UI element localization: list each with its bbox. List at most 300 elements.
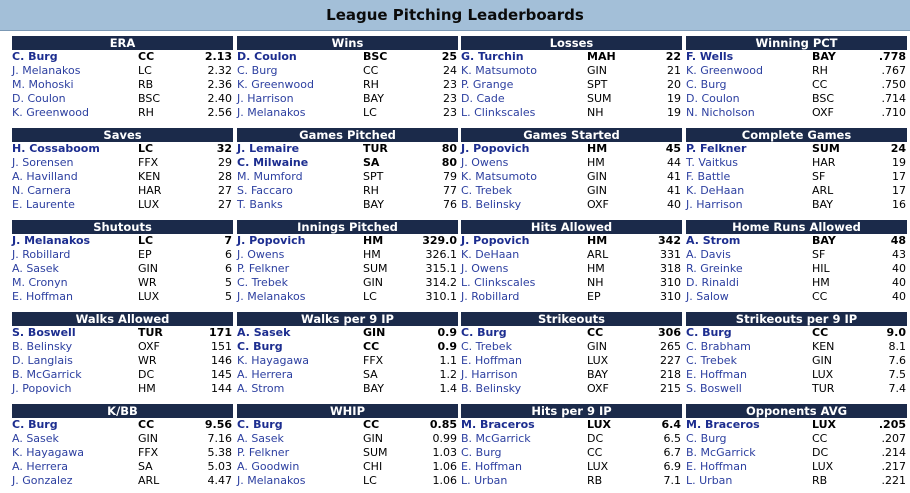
leaderboard-row	[237, 142, 458, 156]
player-name-link[interactable]: D. Coulon	[12, 92, 66, 105]
team-abbrev: CC	[587, 446, 603, 459]
leaderboard-games-started	[461, 128, 682, 212]
team-abbrev: CC	[812, 290, 828, 303]
leaderboard-row	[686, 78, 907, 92]
leaderboard-row	[237, 326, 458, 340]
stat-value: 6.4	[661, 418, 681, 431]
player-name-link[interactable]: B. Belinsky	[12, 340, 73, 353]
team-abbrev: RB	[812, 474, 828, 487]
leaderboard-row	[461, 64, 682, 78]
leaderboard-row	[461, 142, 682, 156]
leaderboard-row	[12, 78, 233, 92]
player-name-link[interactable]: C. Burg	[461, 326, 507, 339]
stat-value: 326.1	[425, 248, 457, 261]
team-abbrev: TUR	[138, 326, 163, 339]
stat-value: 23	[443, 106, 457, 119]
team-abbrev: OXF	[587, 382, 609, 395]
stat-value: 218	[660, 368, 681, 381]
player-name-link[interactable]: E. Laurente	[12, 198, 75, 211]
player-name-link[interactable]: A. Herrera	[12, 460, 69, 473]
team-abbrev: LUX	[587, 418, 612, 431]
player-name-link[interactable]: J. Melanakos	[12, 64, 81, 77]
leaderboard-title: Strikeouts	[461, 312, 682, 326]
stat-value: 45	[665, 142, 681, 155]
player-name-link[interactable]: L. Urban	[461, 474, 508, 487]
leaderboard-row	[12, 326, 233, 340]
team-abbrev: BAY	[812, 50, 836, 63]
stat-value: 7	[224, 234, 232, 247]
leaderboard-innings-pitched	[237, 220, 458, 304]
player-name-link[interactable]: P. Felkner	[686, 142, 747, 155]
player-name-link[interactable]: E. Hoffman	[461, 460, 522, 473]
leaderboard-shutouts	[12, 220, 233, 304]
leaderboard-title: Home Runs Allowed	[686, 220, 907, 234]
stat-value: 27	[218, 184, 232, 197]
player-name-link[interactable]: A. Havilland	[12, 170, 78, 183]
leaderboard-hits-allowed	[461, 220, 682, 304]
player-name-link[interactable]: L. Urban	[686, 474, 733, 487]
leaderboard-opponents-avg	[686, 404, 907, 488]
stat-value: 0.85	[429, 418, 457, 431]
leaderboard-row	[461, 474, 682, 488]
player-name-link[interactable]: P. Grange	[461, 78, 514, 91]
player-name-link[interactable]: A. Sasek	[12, 262, 59, 275]
leaderboard-row	[12, 156, 233, 170]
team-abbrev: OXF	[587, 198, 609, 211]
player-name-link[interactable]: H. Cossaboom	[12, 142, 100, 155]
leaderboard-title: Shutouts	[12, 220, 233, 234]
leaderboard-row	[686, 92, 907, 106]
stat-value: 32	[216, 142, 232, 155]
stat-value: 19	[667, 106, 681, 119]
player-name-link[interactable]: C. Burg	[461, 446, 502, 459]
leaderboard-title: Complete Games	[686, 128, 907, 142]
player-name-link[interactable]: A. Sasek	[237, 432, 284, 445]
stat-value: 310	[660, 276, 681, 289]
player-name-link[interactable]: C. Milwaine	[237, 156, 309, 169]
team-abbrev: WR	[138, 354, 157, 367]
leaderboard-games-pitched	[237, 128, 458, 212]
stat-value: 318	[660, 262, 681, 275]
leaderboard-row	[237, 354, 458, 368]
team-abbrev: ARL	[812, 184, 834, 197]
player-name-link[interactable]: A. Herrera	[237, 368, 294, 381]
player-name-link[interactable]: C. Burg	[686, 78, 727, 91]
player-name-link[interactable]: D. Coulon	[237, 50, 297, 63]
stat-value: 1.4	[439, 382, 457, 395]
player-name-link[interactable]: A. Goodwin	[237, 460, 300, 473]
team-abbrev: FFX	[138, 156, 159, 169]
stat-value: 0.99	[432, 432, 457, 445]
team-abbrev: GIN	[363, 326, 386, 339]
player-name-link[interactable]: E. Hoffman	[461, 354, 522, 367]
leaderboard-row	[12, 234, 233, 248]
team-abbrev: GIN	[138, 262, 158, 275]
player-name-link[interactable]: N. Nicholson	[686, 106, 755, 119]
stat-value: 2.56	[207, 106, 232, 119]
stat-value: 40	[892, 290, 906, 303]
leaderboard-row	[686, 64, 907, 78]
stat-value: 146	[211, 354, 232, 367]
player-name-link[interactable]: J. Popovich	[461, 142, 530, 155]
leaderboard-row	[461, 354, 682, 368]
leaderboard-row	[461, 446, 682, 460]
leaderboard-row	[461, 156, 682, 170]
leaderboard-complete-games	[686, 128, 907, 212]
leaderboard-row	[237, 262, 458, 276]
stat-value: 329.0	[422, 234, 457, 247]
leaderboard-row	[12, 106, 233, 120]
team-abbrev: LUX	[812, 418, 837, 431]
leaderboard-row	[12, 50, 233, 64]
team-abbrev: DC	[812, 446, 829, 459]
player-name-link[interactable]: B. McGarrick	[461, 432, 531, 445]
team-abbrev: CC	[363, 340, 380, 353]
player-name-link[interactable]: J. Salow	[686, 290, 729, 303]
player-name-link[interactable]: C. Burg	[12, 50, 58, 63]
leaderboard-row	[461, 276, 682, 290]
player-name-link[interactable]: E. Hoffman	[686, 460, 747, 473]
leaderboard-row	[12, 92, 233, 106]
leaderboard-whip	[237, 404, 458, 488]
player-name-link[interactable]: L. Clinkscales	[461, 276, 536, 289]
player-name-link[interactable]: C. Burg	[237, 64, 278, 77]
stat-value: 5.03	[207, 460, 232, 473]
player-name-link[interactable]: J. Owens	[461, 262, 509, 275]
player-name-link[interactable]: C. Burg	[12, 418, 58, 431]
player-name-link[interactable]: B. Belinsky	[461, 382, 522, 395]
player-name-link[interactable]: M. Mumford	[237, 170, 303, 183]
player-name-link[interactable]: J. Melanakos	[12, 234, 91, 247]
player-name-link[interactable]: F. Wells	[686, 50, 734, 63]
player-name-link[interactable]: K. DeHaan	[686, 184, 745, 197]
player-name-link[interactable]: A. Strom	[686, 234, 741, 247]
player-name-link[interactable]: J. Harrison	[461, 368, 518, 381]
leaderboard-row	[686, 382, 907, 396]
leaderboard-title: Opponents AVG	[686, 404, 907, 418]
player-name-link[interactable]: J. Owens	[461, 156, 509, 169]
player-name-link[interactable]: J. Robillard	[461, 290, 520, 303]
player-name-link[interactable]: C. Brabham	[686, 340, 751, 353]
team-abbrev: GIN	[587, 64, 607, 77]
team-abbrev: LC	[138, 234, 154, 247]
team-abbrev: RB	[587, 474, 603, 487]
leaderboard-row	[12, 276, 233, 290]
stat-value: 22	[665, 50, 681, 63]
stat-value: 20	[667, 78, 681, 91]
leaderboard-row	[237, 184, 458, 198]
leaderboard-row	[12, 446, 233, 460]
player-name-link[interactable]: T. Banks	[237, 198, 283, 211]
stat-value: 80	[441, 156, 457, 169]
player-name-link[interactable]: M. Braceros	[686, 418, 760, 431]
player-name-link[interactable]: J. Melanakos	[237, 106, 306, 119]
player-name-link[interactable]: M. Cronyn	[12, 276, 68, 289]
player-name-link[interactable]: C. Trebek	[461, 340, 512, 353]
leaderboard-row	[237, 248, 458, 262]
leaderboard-title: Games Started	[461, 128, 682, 142]
player-name-link[interactable]: R. Greinke	[686, 262, 743, 275]
player-name-link[interactable]: B. McGarrick	[686, 446, 756, 459]
team-abbrev: SUM	[587, 92, 612, 105]
leaderboard-row	[237, 340, 458, 354]
player-name-link[interactable]: J. Lemaire	[237, 142, 300, 155]
leaderboard-row	[237, 50, 458, 64]
leaderboard-title: WHIP	[237, 404, 458, 418]
stat-value: .217	[881, 460, 906, 473]
leaderboard-title: Hits Allowed	[461, 220, 682, 234]
player-name-link[interactable]: J. Harrison	[237, 92, 294, 105]
stat-value: .710	[881, 106, 906, 119]
leaderboard-row	[686, 170, 907, 184]
stat-value: 314.2	[425, 276, 457, 289]
leaderboard-row	[12, 340, 233, 354]
stat-value: 1.06	[432, 474, 457, 487]
leaderboard-row	[686, 474, 907, 488]
player-name-link[interactable]: K. Matsumoto	[461, 170, 537, 183]
stat-value: 1.06	[432, 460, 457, 473]
stat-value: 0.9	[437, 326, 457, 339]
team-abbrev: ARL	[587, 248, 609, 261]
team-abbrev: CC	[812, 326, 829, 339]
stat-value: 77	[443, 184, 457, 197]
stat-value: 19	[892, 156, 906, 169]
player-name-link[interactable]: K. Matsumoto	[461, 64, 537, 77]
stat-value: 43	[892, 248, 906, 261]
player-name-link[interactable]: C. Burg	[237, 418, 283, 431]
player-name-link[interactable]: J. Robillard	[12, 248, 71, 261]
team-abbrev: SF	[812, 170, 826, 183]
team-abbrev: BSC	[363, 50, 388, 63]
team-abbrev: RB	[138, 78, 154, 91]
leaderboard-row	[237, 382, 458, 396]
player-name-link[interactable]: P. Felkner	[237, 446, 290, 459]
team-abbrev: BAY	[363, 382, 384, 395]
leaderboard-title: Innings Pitched	[237, 220, 458, 234]
leaderboard-era	[12, 36, 233, 120]
team-abbrev: DC	[138, 368, 155, 381]
leaderboard-title: Strikeouts per 9 IP	[686, 312, 907, 326]
stat-value: .750	[881, 78, 906, 91]
leaderboard-row	[12, 460, 233, 474]
team-abbrev: CC	[812, 78, 828, 91]
player-name-link[interactable]: K. Greenwood	[12, 106, 89, 119]
stat-value: 215	[660, 382, 681, 395]
player-name-link[interactable]: C. Trebek	[237, 276, 288, 289]
player-name-link[interactable]: B. McGarrick	[12, 368, 82, 381]
leaderboard-row	[461, 248, 682, 262]
stat-value: .207	[881, 432, 906, 445]
leaderboard-row	[686, 446, 907, 460]
player-name-link[interactable]: N. Carnera	[12, 184, 71, 197]
leaderboard-row	[686, 248, 907, 262]
stat-value: 44	[667, 156, 681, 169]
player-name-link[interactable]: C. Trebek	[686, 354, 737, 367]
leaderboard-row	[686, 326, 907, 340]
leaderboard-row	[237, 106, 458, 120]
stat-value: 17	[892, 184, 906, 197]
team-abbrev: SA	[363, 156, 380, 169]
player-name-link[interactable]: C. Trebek	[461, 184, 512, 197]
leaderboard-title: Saves	[12, 128, 233, 142]
team-abbrev: LC	[363, 106, 377, 119]
leaderboard-row	[237, 156, 458, 170]
team-abbrev: BAY	[812, 198, 833, 211]
leaderboard-strikeouts-per-9-ip	[686, 312, 907, 396]
leaderboard-row	[461, 92, 682, 106]
player-name-link[interactable]: K. Hayagawa	[237, 354, 309, 367]
stat-value: 0.9	[437, 340, 457, 353]
leaderboard-row	[12, 198, 233, 212]
player-name-link[interactable]: K. Greenwood	[237, 78, 314, 91]
player-name-link[interactable]: E. Hoffman	[12, 290, 73, 303]
team-abbrev: SUM	[363, 446, 388, 459]
team-abbrev: FFX	[138, 446, 159, 459]
stat-value: 21	[667, 64, 681, 77]
team-abbrev: GIN	[587, 184, 607, 197]
player-name-link[interactable]: K. Hayagawa	[12, 446, 84, 459]
team-abbrev: SUM	[812, 142, 840, 155]
player-name-link[interactable]: D. Rinaldi	[686, 276, 739, 289]
stat-value: .767	[881, 64, 906, 77]
player-name-link[interactable]: J. Gonzalez	[12, 474, 73, 487]
player-name-link[interactable]: S. Boswell	[12, 326, 76, 339]
stat-value: 145	[211, 368, 232, 381]
leaderboard-row	[461, 418, 682, 432]
team-abbrev: GIN	[363, 432, 383, 445]
leaderboard-row	[686, 106, 907, 120]
player-name-link[interactable]: S. Boswell	[686, 382, 742, 395]
player-name-link[interactable]: J. Sorensen	[12, 156, 74, 169]
stat-value: 41	[667, 170, 681, 183]
player-name-link[interactable]: G. Turchin	[461, 50, 524, 63]
leaderboard-row	[686, 142, 907, 156]
player-name-link[interactable]: K. DeHaan	[461, 248, 520, 261]
leaderboard-title: K/BB	[12, 404, 233, 418]
team-abbrev: SPT	[363, 170, 384, 183]
player-name-link[interactable]: J. Melanakos	[237, 474, 306, 487]
leaderboard-row	[461, 460, 682, 474]
leaderboard-row	[12, 432, 233, 446]
leaderboard-row	[461, 78, 682, 92]
leaderboard-row	[237, 446, 458, 460]
stat-value: 23	[443, 92, 457, 105]
player-name-link[interactable]: C. Burg	[237, 340, 283, 353]
stat-value: 79	[443, 170, 457, 183]
leaderboard-row	[686, 418, 907, 432]
player-name-link[interactable]: E. Hoffman	[686, 368, 747, 381]
team-abbrev: RH	[363, 78, 379, 91]
stat-value: 6	[225, 248, 232, 261]
stat-value: 2.13	[204, 50, 232, 63]
player-name-link[interactable]: J. Harrison	[686, 198, 743, 211]
team-abbrev: HM	[587, 142, 608, 155]
team-abbrev: BAY	[587, 368, 608, 381]
leaderboard-row	[686, 50, 907, 64]
leaderboard-row	[461, 50, 682, 64]
stat-value: 23	[443, 78, 457, 91]
player-name-link[interactable]: J. Popovich	[461, 234, 530, 247]
team-abbrev: HAR	[812, 156, 836, 169]
team-abbrev: CC	[138, 50, 155, 63]
player-name-link[interactable]: B. Belinsky	[461, 198, 522, 211]
player-name-link[interactable]: J. Melanakos	[237, 290, 306, 303]
leaderboard-row	[12, 262, 233, 276]
team-abbrev: MAH	[587, 50, 616, 63]
team-abbrev: LC	[363, 290, 377, 303]
player-name-link[interactable]: D. Cade	[461, 92, 505, 105]
leaderboard-home-runs-allowed	[686, 220, 907, 304]
team-abbrev: SF	[812, 248, 826, 261]
leaderboard-row	[461, 184, 682, 198]
player-name-link[interactable]: C. Burg	[686, 432, 727, 445]
player-name-link[interactable]: A. Sasek	[237, 326, 291, 339]
leaderboard-walks-allowed	[12, 312, 233, 396]
player-name-link[interactable]: M. Mohoski	[12, 78, 74, 91]
player-name-link[interactable]: P. Felkner	[237, 262, 290, 275]
leaderboard-title: Games Pitched	[237, 128, 458, 142]
leaderboard-row	[686, 290, 907, 304]
team-abbrev: TUR	[363, 142, 388, 155]
player-name-link[interactable]: T. Vaitkus	[686, 156, 738, 169]
leaderboard-hits-per-9-ip	[461, 404, 682, 488]
stat-value: 5	[225, 276, 232, 289]
player-name-link[interactable]: A. Strom	[237, 382, 285, 395]
stat-value: 19	[667, 92, 681, 105]
stat-value: 6	[225, 262, 232, 275]
player-name-link[interactable]: M. Braceros	[461, 418, 535, 431]
player-name-link[interactable]: J. Owens	[237, 248, 285, 261]
team-abbrev: LUX	[138, 198, 160, 211]
player-name-link[interactable]: S. Faccaro	[237, 184, 293, 197]
stat-value: 342	[658, 234, 681, 247]
stat-value: 2.40	[207, 92, 232, 105]
player-name-link[interactable]: J. Popovich	[237, 234, 306, 247]
team-abbrev: OXF	[812, 106, 834, 119]
team-abbrev: LC	[138, 142, 154, 155]
leaderboard-row	[461, 234, 682, 248]
leaderboard-title: Walks per 9 IP	[237, 312, 458, 326]
leaderboard-row	[237, 368, 458, 382]
stat-value: 24	[890, 142, 906, 155]
player-name-link[interactable]: L. Clinkscales	[461, 106, 536, 119]
leaderboard-row	[461, 382, 682, 396]
leaderboard-row	[686, 368, 907, 382]
player-name-link[interactable]: A. Sasek	[12, 432, 59, 445]
player-name-link[interactable]: J. Popovich	[12, 382, 72, 395]
leaderboard-row	[237, 418, 458, 432]
player-name-link[interactable]: C. Burg	[686, 326, 732, 339]
team-abbrev: SA	[138, 460, 153, 473]
stat-value: 48	[890, 234, 906, 247]
stat-value: 29	[218, 156, 232, 169]
leaderboard-row	[686, 354, 907, 368]
player-name-link[interactable]: A. Davis	[686, 248, 731, 261]
leaderboard-row	[461, 326, 682, 340]
player-name-link[interactable]: F. Battle	[686, 170, 731, 183]
leaderboard-wins	[237, 36, 458, 120]
leaderboard-row	[686, 340, 907, 354]
stat-value: 306	[658, 326, 681, 339]
team-abbrev: ARL	[138, 474, 160, 487]
leaderboard-strikeouts	[461, 312, 682, 396]
team-abbrev: HM	[363, 234, 384, 247]
player-name-link[interactable]: D. Coulon	[686, 92, 740, 105]
player-name-link[interactable]: K. Greenwood	[686, 64, 763, 77]
team-abbrev: LUX	[587, 460, 609, 473]
player-name-link[interactable]: D. Langlais	[12, 354, 73, 367]
stat-value: 17	[892, 170, 906, 183]
